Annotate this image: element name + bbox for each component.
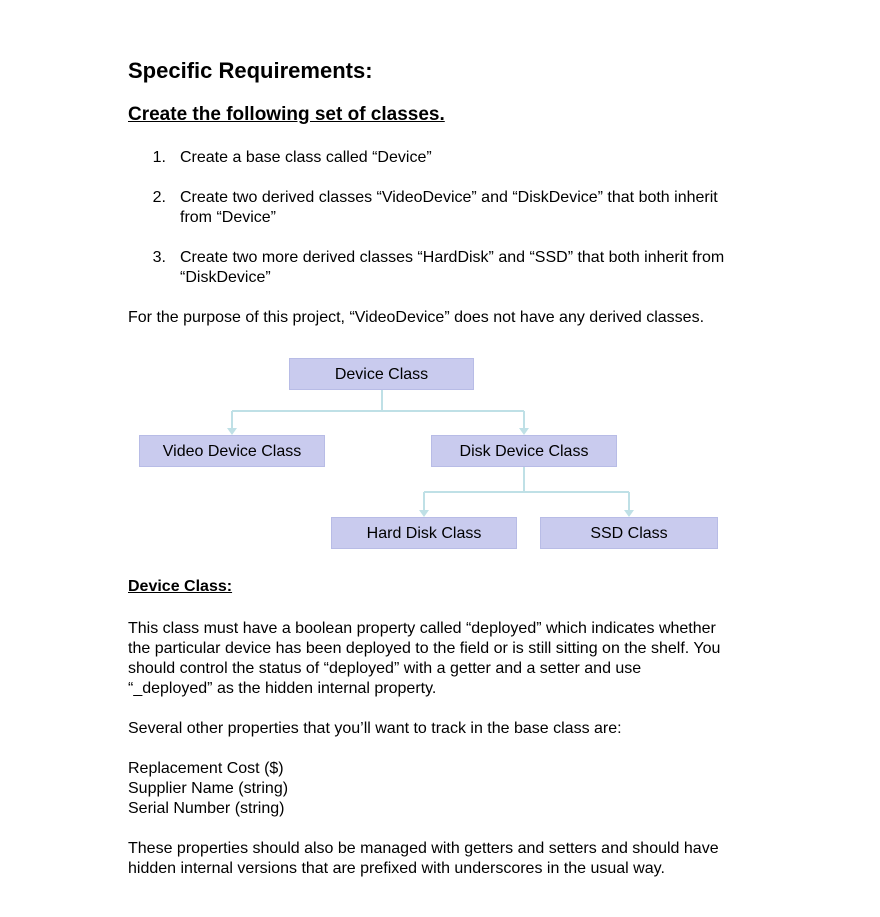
purpose-note: For the purpose of this project, “VideoDevice” does not have any derived classes. (128, 309, 705, 326)
list-item-text: Create a base class called “Device” (180, 149, 432, 166)
list-item-text: Create two more derived classes “HardDisk” and “SSD” that both inherit from (180, 249, 725, 266)
device-class-heading: Device Class: (128, 578, 233, 595)
paragraph-line: the particular device has been deployed to the field or is still sitting on the shelf. You (128, 640, 721, 657)
list-item-text: from “Device” (180, 209, 277, 226)
list-item-text: Create two derived classes “VideoDevice” and “DiskDevice” that both inherit (180, 189, 718, 206)
video-device-class-node: Video Device Class (139, 435, 325, 467)
page-title: Specific Requirements: (128, 58, 373, 83)
hard-disk-class-node: Hard Disk Class (331, 517, 517, 549)
arrowhead-icon (227, 428, 237, 435)
arrowhead-icon (419, 510, 429, 517)
ssd-class-node: SSD Class (540, 517, 718, 549)
arrowhead-icon (624, 510, 634, 517)
paragraph-line: should control the status of “deployed” with a getter and a setter and use (128, 660, 642, 677)
section-subheading: Create the following set of classes. (128, 104, 445, 125)
list-item-number: 3. (152, 249, 166, 266)
property-item: Replacement Cost ($) (128, 760, 284, 777)
property-item: Serial Number (string) (128, 800, 285, 817)
properties-intro: Several other properties that you’ll want to track in the base class are: (128, 720, 622, 737)
paragraph-line: This class must have a boolean property called “deployed” which indicates whether (128, 620, 716, 637)
list-item-text: “DiskDevice” (180, 269, 271, 286)
disk-device-class-node: Disk Device Class (431, 435, 617, 467)
paragraph-line: hidden internal versions that are prefixed with underscores in the usual way. (128, 860, 665, 877)
list-item-number: 2. (152, 189, 166, 206)
arrowhead-icon (519, 428, 529, 435)
list-item-number: 1. (152, 149, 166, 166)
property-item: Supplier Name (string) (128, 780, 289, 797)
paragraph-line: “_deployed” as the hidden internal property. (128, 680, 437, 697)
paragraph-line: These properties should also be managed with getters and setters and should have (128, 840, 719, 857)
device-class-node: Device Class (289, 358, 474, 390)
